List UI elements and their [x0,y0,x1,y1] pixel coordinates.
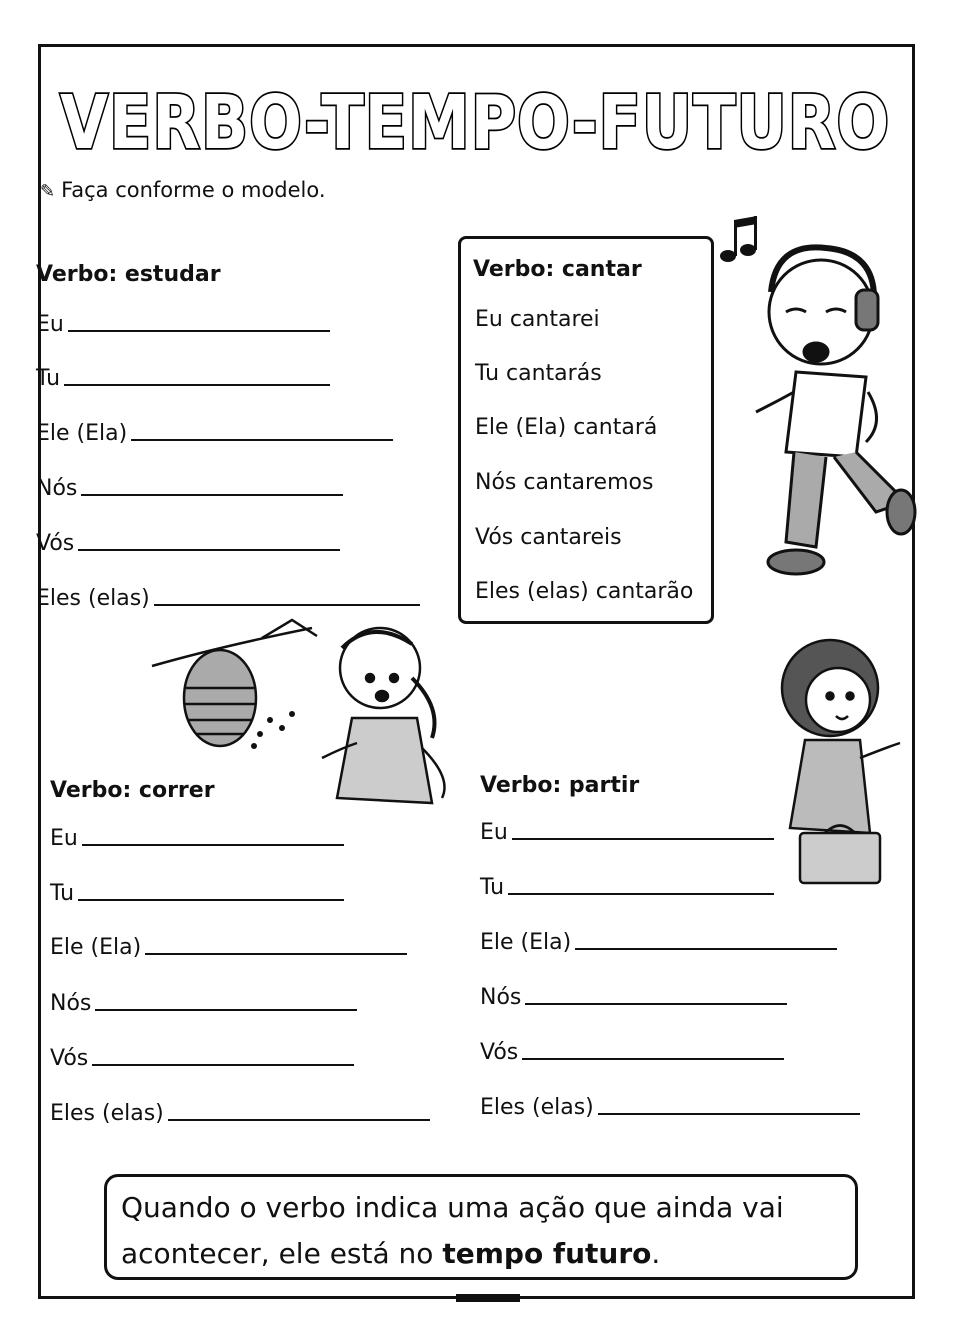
answer-row [36,312,330,337]
model-header: Verbo: cantar [473,257,642,282]
pronoun-label: Tu [480,875,505,900]
pronoun-label: Tu [50,881,75,906]
answer-line[interactable] [81,494,343,496]
answer-row [50,991,357,1016]
answer-row [36,476,343,501]
answer-line[interactable] [508,893,774,895]
answer-row [480,820,774,845]
pronoun-label: Ele (Ela) [480,930,572,955]
answer-line[interactable] [575,948,837,950]
model-form: Eles (elas) cantarão [475,579,694,604]
pronoun-label: Eu [36,312,64,337]
answer-row [480,1040,784,1065]
future-tense-note [104,1174,858,1280]
verb-header: Verbo: correr [50,778,215,803]
answer-line[interactable] [598,1113,860,1115]
pronoun-label: Vós [50,1046,89,1071]
pronoun-label: Eu [480,820,508,845]
pronoun-label: Eles (elas) [36,586,150,611]
verb-header: Verbo: estudar [36,262,221,287]
verb-header: Verbo: partir [480,773,640,798]
model-form: Ele (Ela) cantará [475,415,658,440]
model-form: Vós cantareis [475,525,622,550]
answer-row [480,1095,860,1120]
boy-singing-illustration [716,212,916,606]
pencil-icon: ✎ [40,181,56,202]
title-text: VERBO-TEMPO-FUTURO [60,80,890,166]
model-form: Tu cantarás [475,361,602,386]
pronoun-label: Vós [36,531,75,556]
exercise-estudar [36,262,221,287]
answer-row [50,881,344,906]
pronoun-label: Tu [36,366,61,391]
answer-line[interactable] [522,1058,784,1060]
instruction [40,178,326,202]
pronoun-label: Ele (Ela) [50,935,142,960]
answer-row [480,930,837,955]
answer-line[interactable] [131,439,393,441]
answer-line[interactable] [78,899,344,901]
note-period: . [651,1237,661,1270]
pronoun-label: Eles (elas) [480,1095,594,1120]
answer-line[interactable] [512,838,774,840]
answer-line[interactable] [78,549,340,551]
answer-line[interactable] [525,1003,787,1005]
answer-row [36,421,393,446]
model-form: Nós cantaremos [475,470,654,495]
answer-line[interactable] [168,1119,430,1121]
answer-line[interactable] [68,330,330,332]
page-marker [456,1294,520,1302]
note-text: Quando o verbo indica uma ação que ainda vai acontecer, ele está no [121,1191,784,1270]
answer-line[interactable] [64,384,330,386]
answer-line[interactable] [92,1064,354,1066]
pronoun-label: Vós [480,1040,519,1065]
pronoun-label: Nós [50,991,92,1016]
music-note-icon [720,216,757,262]
answer-line[interactable] [95,1009,357,1011]
girl-beehive-illustration [142,608,482,832]
answer-row [50,935,407,960]
model-box [458,236,714,624]
note-emphasis: tempo futuro [442,1237,652,1270]
girl-briefcase-illustration [760,628,910,894]
pronoun-label: Eles (elas) [50,1101,164,1126]
answer-row [36,366,330,391]
answer-line[interactable] [82,844,344,846]
answer-row [50,1046,354,1071]
exercise-partir [480,773,639,798]
answer-line[interactable] [145,953,407,955]
answer-row [480,985,787,1010]
pronoun-label: Nós [480,985,522,1010]
pronoun-label: Ele (Ela) [36,421,128,446]
answer-row [50,1101,430,1126]
worksheet-title [45,58,905,178]
answer-row [36,531,340,556]
model-form: Eu cantarei [475,307,600,332]
pronoun-label: Eu [50,826,78,851]
pronoun-label: Nós [36,476,78,501]
instruction-text: Faça conforme o modelo. [61,178,326,202]
answer-row [480,875,774,900]
answer-line[interactable] [154,604,420,606]
